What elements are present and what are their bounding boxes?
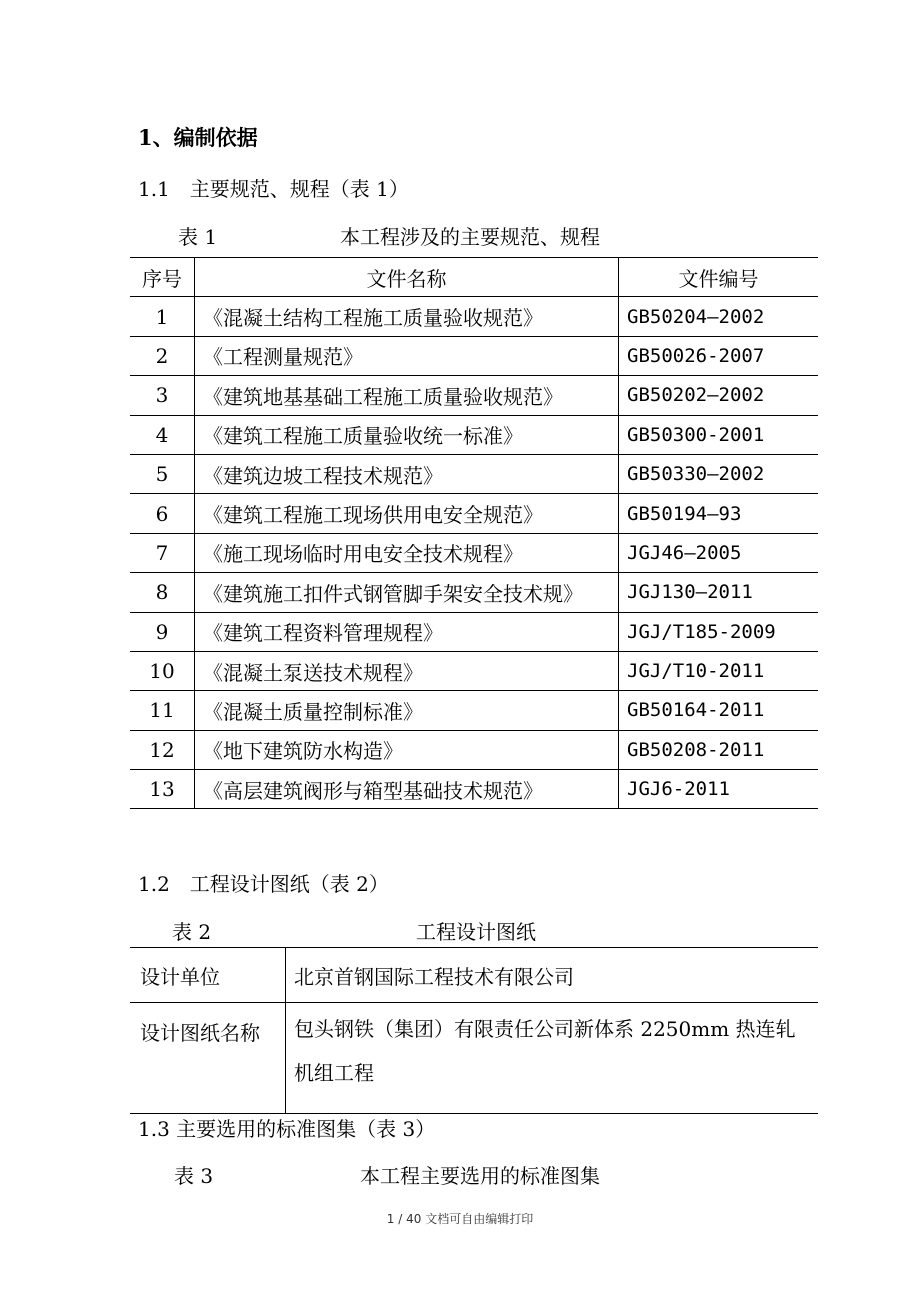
header-name: 文件名称 xyxy=(195,258,619,297)
row-document-name: 《建筑地基基础工程施工质量验收规范》 xyxy=(195,376,619,415)
row-document-code: GB50194—93 xyxy=(619,494,819,533)
row-document-name: 《建筑施工扣件式钢管脚手架安全技术规》 xyxy=(195,573,619,612)
design-drawings-table xyxy=(130,947,818,1114)
row-document-name: 《建筑边坡工程技术规范》 xyxy=(195,454,619,493)
row-document-code: GB50300-2001 xyxy=(619,415,819,454)
table-row xyxy=(130,1003,818,1114)
row-document-code: JGJ130—2011 xyxy=(619,573,819,612)
table-row xyxy=(130,376,818,415)
table-row xyxy=(130,612,818,651)
section-1-1-title: 1.1 主要规范、规程（表 1） xyxy=(138,177,409,201)
row-document-name: 《工程测量规范》 xyxy=(195,336,619,375)
row-index: 11 xyxy=(130,691,195,730)
drawing-name-line-2: 机组工程 xyxy=(294,1061,374,1085)
row-index: 10 xyxy=(130,651,195,690)
table-2-caption: 工程设计图纸 xyxy=(416,920,536,944)
drawing-name-label: 设计图纸名称 xyxy=(130,1003,286,1114)
row-index: 12 xyxy=(130,730,195,769)
table-row xyxy=(130,948,818,1003)
row-index: 3 xyxy=(130,376,195,415)
row-index: 1 xyxy=(130,297,195,336)
table-row xyxy=(130,494,818,533)
row-document-name: 《施工现场临时用电安全技术规程》 xyxy=(195,533,619,572)
standards-table xyxy=(130,257,818,809)
row-index: 7 xyxy=(130,533,195,572)
row-document-code: GB50330—2002 xyxy=(619,454,819,493)
row-document-code: GB50026-2007 xyxy=(619,336,819,375)
row-index: 4 xyxy=(130,415,195,454)
table-1-caption: 本工程涉及的主要规范、规程 xyxy=(340,225,600,249)
row-document-code: GB50164-2011 xyxy=(619,691,819,730)
row-document-code: JGJ/T10-2011 xyxy=(619,651,819,690)
table-row xyxy=(130,691,818,730)
row-document-code: GB50202—2002 xyxy=(619,376,819,415)
drawing-name-value xyxy=(286,1003,819,1114)
design-unit-label: 设计单位 xyxy=(130,948,286,1003)
table-row xyxy=(130,770,818,809)
row-document-name: 《建筑工程施工现场供用电安全规范》 xyxy=(195,494,619,533)
row-document-name: 《混凝土结构工程施工质量验收规范》 xyxy=(195,297,619,336)
row-index: 8 xyxy=(130,573,195,612)
section-1-2-title: 1.2 工程设计图纸（表 2） xyxy=(138,872,389,896)
page-footer: 1 / 40 文档可自由编辑打印 xyxy=(386,1212,534,1226)
row-document-name: 《地下建筑防水构造》 xyxy=(195,730,619,769)
table-row xyxy=(130,573,818,612)
table-row xyxy=(130,336,818,375)
row-document-name: 《建筑工程资料管理规程》 xyxy=(195,612,619,651)
row-index: 6 xyxy=(130,494,195,533)
table-2-label: 表 2 xyxy=(172,920,212,944)
row-index: 13 xyxy=(130,770,195,809)
header-code: 文件编号 xyxy=(619,258,819,297)
row-index: 9 xyxy=(130,612,195,651)
table-row xyxy=(130,415,818,454)
design-unit-value: 北京首钢国际工程技术有限公司 xyxy=(286,948,819,1003)
row-index: 2 xyxy=(130,336,195,375)
row-document-code: JGJ/T185-2009 xyxy=(619,612,819,651)
section-heading: 1、编制依据 xyxy=(138,125,258,150)
table-row xyxy=(130,533,818,572)
table-row xyxy=(130,730,818,769)
row-document-name: 《混凝土泵送技术规程》 xyxy=(195,651,619,690)
row-document-name: 《混凝土质量控制标准》 xyxy=(195,691,619,730)
row-document-name: 《高层建筑阀形与箱型基础技术规范》 xyxy=(195,770,619,809)
table-row xyxy=(130,454,818,493)
table-3-caption: 本工程主要选用的标准图集 xyxy=(360,1164,600,1188)
row-document-code: GB50208-2011 xyxy=(619,730,819,769)
table-row xyxy=(130,297,818,336)
table-row xyxy=(130,651,818,690)
table-1-label: 表 1 xyxy=(178,225,218,249)
drawing-name-line-1: 包头钢铁（集团）有限责任公司新体系 2250mm 热连轧 xyxy=(294,1017,796,1041)
row-document-name: 《建筑工程施工质量验收统一标准》 xyxy=(195,415,619,454)
header-index: 序号 xyxy=(130,258,195,297)
table-3-label: 表 3 xyxy=(174,1164,214,1188)
row-index: 5 xyxy=(130,454,195,493)
table-header-row xyxy=(130,258,818,297)
section-1-3-title: 1.3 主要选用的标准图集（表 3） xyxy=(138,1117,436,1141)
row-document-code: JGJ46—2005 xyxy=(619,533,819,572)
row-document-code: GB50204—2002 xyxy=(619,297,819,336)
row-document-code: JGJ6-2011 xyxy=(619,770,819,809)
